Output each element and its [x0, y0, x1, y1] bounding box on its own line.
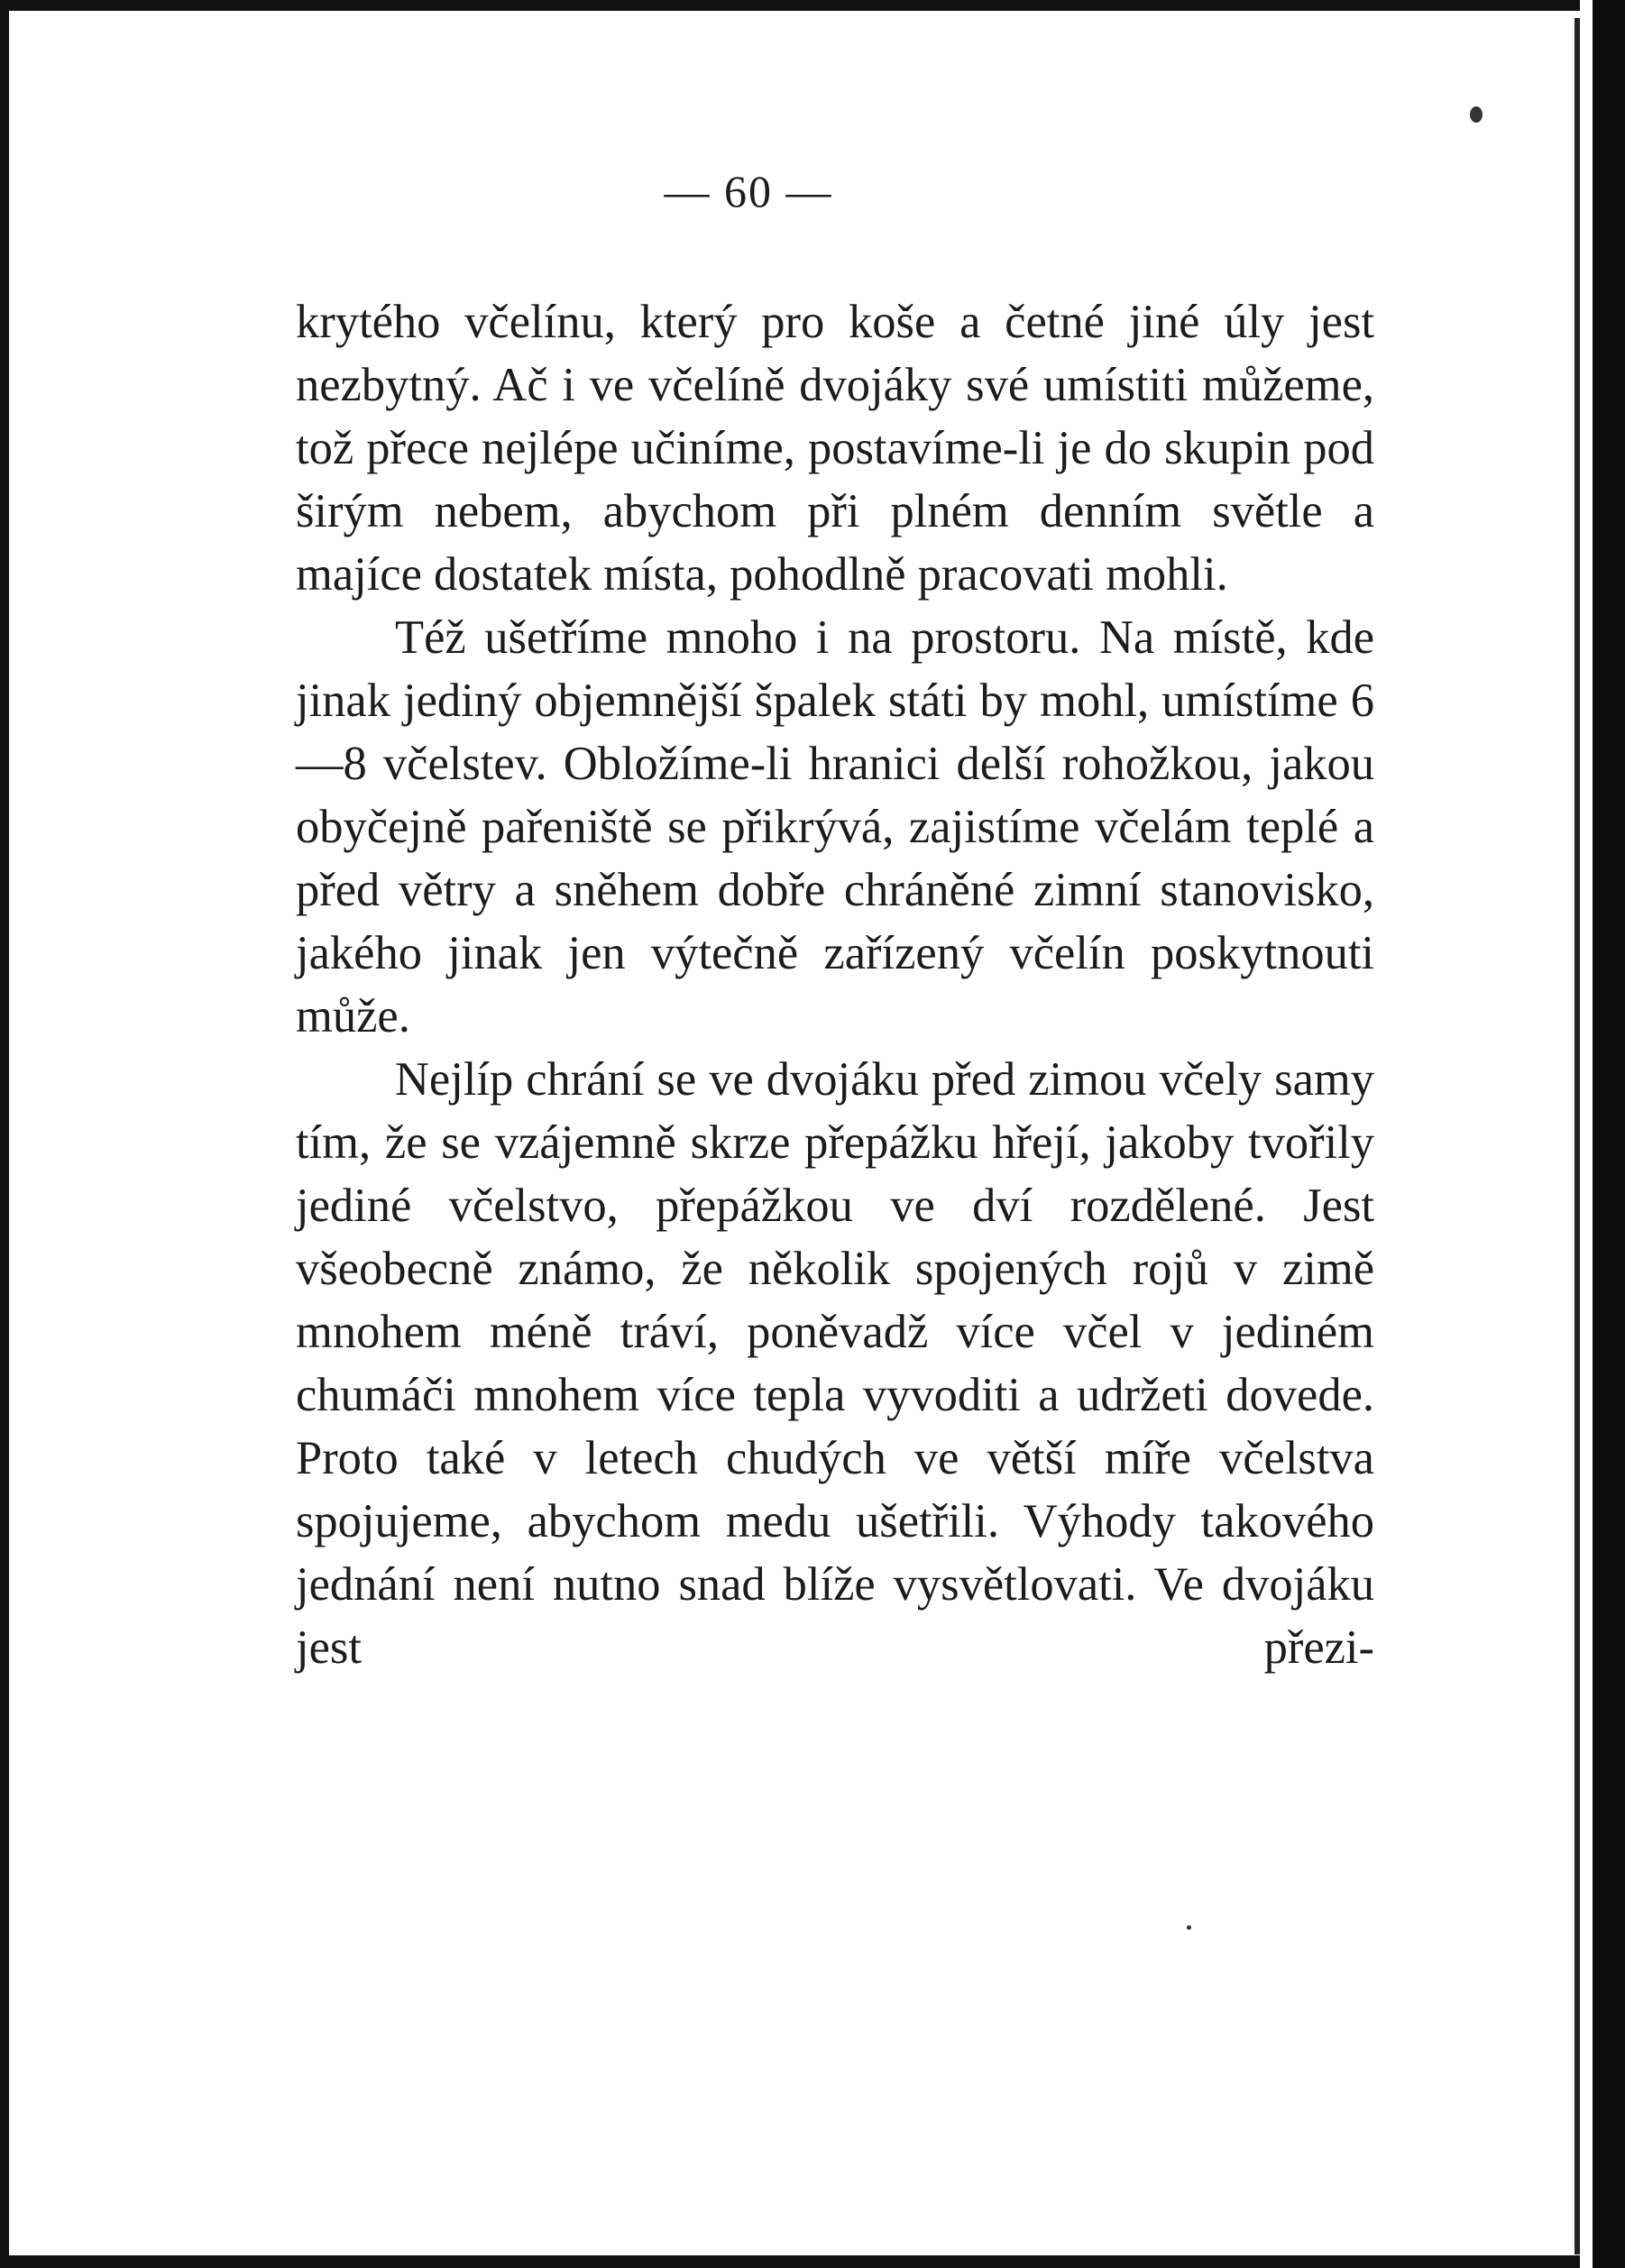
page-number: — 60 — [664, 166, 833, 216]
paragraph-2: Též ušetříme mnoho i na prostoru. Na místě, kde jinak jediný objemnější špalek státi by mohl, umístíme 6—8 včelstev. Obložíme-li hranici delší rohožkou, jakou obyčejně pařeniště se přikrývá, zajistíme včelám teplé a před větry a sněhem dobře chráněné zimní stanovisko, jakého jinak jen výtečně zařízený včelín poskytnouti může. [296, 611, 1374, 1042]
scan-speck [1470, 106, 1483, 123]
scan-edge-gap [1580, 0, 1593, 2268]
body-text [296, 290, 1374, 1679]
paragraph-3: Nejlíp chrání se ve dvojáku před zimou včely samy tím, že se vzájemně skrze přepážku hřejí, jakoby tvořily jediné včelstvo, přepážkou ve dví rozdělené. Jest všeobecně známo, že několik spojených rojů v zimě mnohem méně tráví, poněvadž více včel v jediném chumáči mnohem více tepla vyvoditi a udržeti dovede. Proto také v letech chudých ve větší míře včelstva spojujeme, abychom medu ušetřili. Výhody takového jednání není nutno snad blíže vysvětlovati. Ve dvojáku jest přezi- [296, 1053, 1374, 1674]
page-edge-rule [1575, 18, 1580, 2254]
paragraph-1: krytého včelínu, který pro koše a četné jiné úly jest nezbytný. Ač i ve včelíně dvojáky své umístiti můžeme, tož přece nejlépe učiníme, postavíme-li je do skupin pod širým nebem, abychom při plném denním světle a majíce dostatek místa, pohodlně pracovati mohli. [296, 296, 1374, 601]
scan-edge-shadow [1593, 0, 1625, 2268]
scan-speck [1187, 1925, 1191, 1930]
